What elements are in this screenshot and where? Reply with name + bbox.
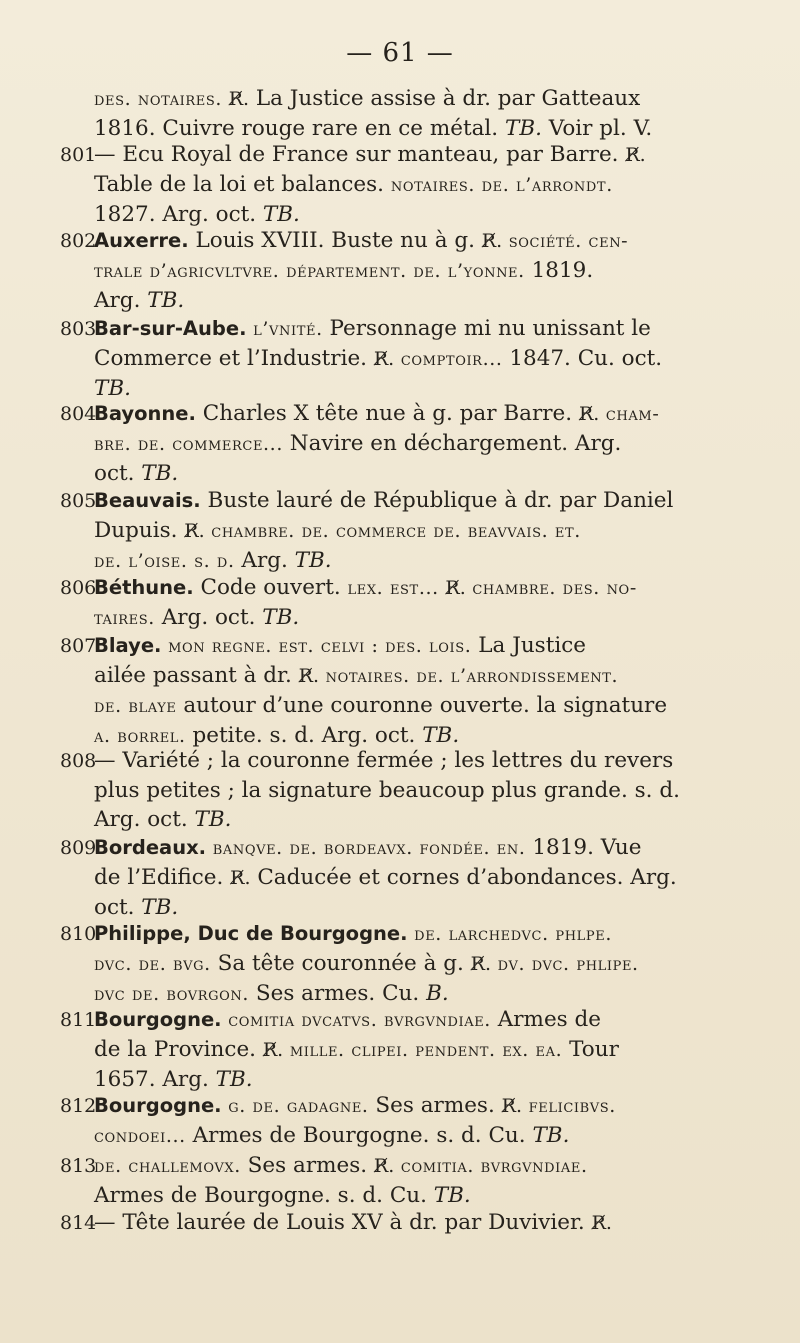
text-line: 805Beauvais. Buste lauré de République à dr. par Daniel bbox=[94, 486, 774, 516]
catalogue-entry bbox=[60, 833, 774, 922]
text-line: de. l’oise. s. d. Arg. TB. bbox=[94, 548, 332, 573]
entry-number: 804 bbox=[60, 403, 97, 425]
text-line: taires. Arg. oct. TB. bbox=[94, 605, 300, 630]
text-line: plus petites ; la signature beaucoup plus grande. s. d. bbox=[94, 778, 680, 803]
text-line: 802Auxerre. Louis XVIII. Buste nu à g. R̸. société. cen- bbox=[94, 226, 774, 256]
catalogue-entry bbox=[60, 746, 774, 834]
entry-number: 814 bbox=[60, 1212, 97, 1234]
text-line: Armes de Bourgogne. s. d. Cu. TB. bbox=[94, 1183, 471, 1208]
catalogue-entry bbox=[60, 399, 774, 488]
entry-place: Auxerre. bbox=[94, 229, 189, 252]
entry-number: 810 bbox=[60, 923, 97, 945]
text-line: 803Bar-sur-Aube. l’vnité. Personnage mi nu unissant le bbox=[94, 314, 774, 344]
text-line: a. borrel. petite. s. d. Arg. oct. TB. bbox=[94, 723, 460, 748]
entry-number: 808 bbox=[60, 750, 97, 772]
text-line: 810Philippe, Duc de Bourgogne. de. larchedvc. phlpe. bbox=[94, 919, 774, 949]
text-line: 808— Variété ; la couronne fermée ; les lettres du revers bbox=[94, 746, 774, 776]
entry-number: 811 bbox=[60, 1009, 97, 1031]
text-line: de la Province. R̸. mille. clipei. pendent. ex. ea. Tour bbox=[94, 1037, 619, 1062]
text-line: dvc. de. bvg. Sa tête couronnée à g. R̸. dv. dvc. phlipe. bbox=[94, 951, 639, 976]
text-line: 811Bourgogne. comitia dvcatvs. bvrgvndiae. Armes de bbox=[94, 1005, 774, 1035]
entry-number: 805 bbox=[60, 490, 97, 512]
page-number-text: — 61 — bbox=[346, 38, 454, 68]
entry-place: Bourgogne. bbox=[94, 1008, 222, 1031]
text-line: 1816. Cuivre rouge rare en ce métal. TB. Voir pl. V. bbox=[94, 116, 653, 141]
text-line: dvc de. bovrgon. Ses armes. Cu. B. bbox=[94, 981, 449, 1006]
text-line: oct. TB. bbox=[94, 895, 179, 920]
text-line: trale d’agricvltvre. département. de. l’yonne. 1819. bbox=[94, 258, 594, 283]
entry-place: Bayonne. bbox=[94, 402, 196, 425]
text-line: 807Blaye. mon regne. est. celvi : des. lois. La Justice bbox=[94, 631, 774, 661]
catalogue-entry bbox=[60, 314, 774, 403]
catalogue-entry bbox=[60, 919, 774, 1009]
text-line: des. notaires. R̸. La Justice assise à dr. par Gatteaux bbox=[94, 86, 641, 111]
entry-place: Bar-sur-Aube. bbox=[94, 317, 247, 340]
page-number bbox=[0, 38, 800, 68]
text-line: ailée passant à dr. R̸. notaires. de. l’arrondissement. bbox=[94, 663, 619, 688]
entry-number: 801 bbox=[60, 144, 97, 166]
catalogue-entry bbox=[60, 140, 774, 229]
catalogue-entry bbox=[60, 1005, 774, 1094]
text-line: 804Bayonne. Charles X tête nue à g. par Barre. R̸. cham- bbox=[94, 399, 774, 429]
text-line: 812Bourgogne. g. de. gadagne. Ses armes. R̸. felicibvs. bbox=[94, 1091, 774, 1121]
text-line: Commerce et l’Industrie. R̸. comptoir... 1847. Cu. oct. bbox=[94, 346, 663, 371]
catalogue-entry bbox=[60, 486, 774, 576]
text-line: de. blaye autour d’une couronne ouverte. la signature bbox=[94, 693, 668, 718]
text-line: 1657. Arg. TB. bbox=[94, 1067, 253, 1092]
entry-number: 812 bbox=[60, 1095, 97, 1117]
catalogue-entry bbox=[60, 1151, 774, 1210]
entry-number: 806 bbox=[60, 577, 97, 599]
text-line: TB. bbox=[94, 376, 131, 401]
text-line: Dupuis. R̸. chambre. de. commerce de. beavvais. et. bbox=[94, 518, 581, 543]
text-line: 813de. challemovx. Ses armes. R̸. comitia. bvrgvndiae. bbox=[94, 1151, 774, 1181]
text-line: 814— Tête laurée de Louis XV à dr. par Duvivier. R̸. bbox=[94, 1208, 774, 1238]
entry-place: Bourgogne. bbox=[94, 1094, 222, 1117]
entry-number: 803 bbox=[60, 318, 97, 340]
text-line: Table de la loi et balances. notaires. de. l’arrondt. bbox=[94, 172, 613, 197]
text-line: oct. TB. bbox=[94, 461, 179, 486]
entry-number: 807 bbox=[60, 635, 97, 657]
text-line: de l’Edifice. R̸. Caducée et cornes d’abondances. Arg. bbox=[94, 865, 677, 890]
text-line: 806Béthune. Code ouvert. lex. est... R̸. chambre. des. no- bbox=[94, 573, 774, 603]
entry-place: Béthune. bbox=[94, 576, 194, 599]
catalogue-entry bbox=[60, 631, 774, 751]
text-line: bre. de. commerce... Navire en déchargement. Arg. bbox=[94, 431, 622, 456]
text-line: condoei... Armes de Bourgogne. s. d. Cu. TB. bbox=[94, 1123, 570, 1148]
text-line: Arg. TB. bbox=[94, 288, 185, 313]
text-line: Arg. oct. TB. bbox=[94, 807, 232, 832]
catalogue-entry bbox=[60, 1208, 774, 1238]
entry-place: Bordeaux. bbox=[94, 836, 207, 859]
entry-place: Beauvais. bbox=[94, 489, 201, 512]
entry-place: Blaye. bbox=[94, 634, 162, 657]
text-line: 801— Ecu Royal de France sur manteau, par Barre. R̸. bbox=[94, 140, 774, 170]
entry-number: 802 bbox=[60, 230, 97, 252]
entry-number: 809 bbox=[60, 837, 97, 859]
entry-800-continuation bbox=[60, 84, 774, 143]
catalogue-entry bbox=[60, 226, 774, 315]
entry-number: 813 bbox=[60, 1155, 97, 1177]
text-line: 809Bordeaux. banqve. de. bordeavx. fondée. en. 1819. Vue bbox=[94, 833, 774, 863]
entry-place: Philippe, Duc de Bourgogne. bbox=[94, 922, 408, 945]
catalogue-entry bbox=[60, 1091, 774, 1151]
text-line: 1827. Arg. oct. TB. bbox=[94, 202, 300, 227]
catalogue-entry bbox=[60, 573, 774, 633]
